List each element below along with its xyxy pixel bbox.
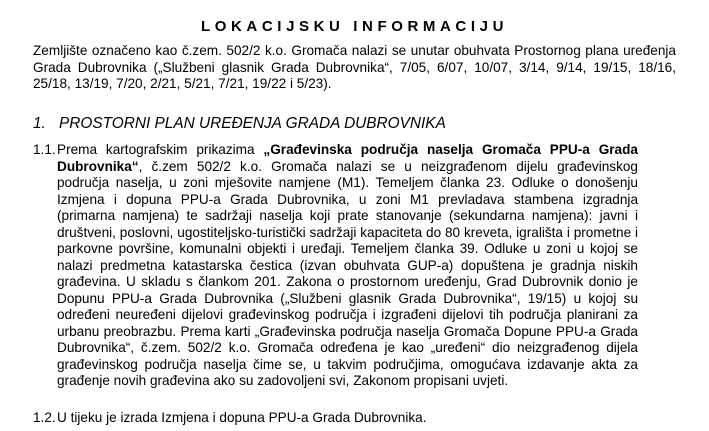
map-reference-bold: „Građevinska područja naselja Gromača PPU-a Grada Dubrovnika“: [57, 142, 638, 174]
item-body: U tijeku je izrada Izmjena i dopuna PPU-a Grada Dubrovnika.: [57, 410, 427, 425]
item-number: 1.1.: [33, 142, 56, 157]
item-body: [57, 142, 638, 390]
item-number: 1.2.: [33, 410, 56, 425]
document-title: LOKACIJSKU INFORMACIJU: [200, 18, 509, 35]
section-title: PROSTORNI PLAN UREĐENJA GRADA DUBROVNIKA: [59, 115, 446, 132]
section-number: 1.: [33, 115, 46, 132]
item-text: , č.zem 502/2 k.o. Gromača nalazi se u neizgrađenom dijelu građevinskog područja naselja, u zoni mješovite namjene (M1). Temeljem članka 23. Odluke o donošenju Izmjena i dopuna PPU-a Grada Dubrovnika, u zoni M1 prevladava stambena izgradnja (primarna namjena) te sadržaji naselja koji prate stanovanje (sekundarna namjena): javni i društveni, poslovni, ugostiteljsko-turistički sadržaji kapaciteta do 80 kreveta, igrališta i prometne i parkovne površine, komunalni objekti i uređaji. Temeljem članka 39. Odluke u zoni u kojoj se nalazi predmetna katastarska čestica (izvan obuhvata GUP-a) dopuštena je gradnja niskih građevina. U skladu s člankom 201. Zakona o prostornom uređenju, Grad Dubrovnik donio je Dopunu PPU-a Grada Dubrovnika („Službeni glasnik Grada Dubrovnika“, 19/15) u kojoj su određeni neuređeni dijelovi građevinskog područja i izgrađeni dijelovi tih područja planirani za urbanu preobrazbu. Prema karti „Građevinska područja naselja Gromača Dopune PPU-a Grada Dubrovnika“, č.zem. 502/2 k.o. Gromača određena je kao „uređeni“ dio neizgrađenog dijela građevinskog područja naselja čime se, u takvim područjima, omogućava izdavanje akta za građenje novih građevina ako su zadovoljeni svi, Zakonom propisani uvjeti.: [57, 158, 638, 388]
intro-paragraph: Zemljište označeno kao č.zem. 502/2 k.o. Gromača nalazi se unutar obuhvata Prostornog plana uređenja Grada Dubrovnika („Službeni glasnik Grada Dubrovnika“, 7/05, 6/07, 10/07, 3/14, 9/14, 19/15, 18/16, 25/18, 13/19, 7/20, 2/21, 5/21, 7/21, 19/22 i 5/23).: [33, 43, 676, 91]
section-heading: [33, 115, 446, 133]
item-prefix: Prema kartografskim prikazima: [57, 142, 264, 157]
